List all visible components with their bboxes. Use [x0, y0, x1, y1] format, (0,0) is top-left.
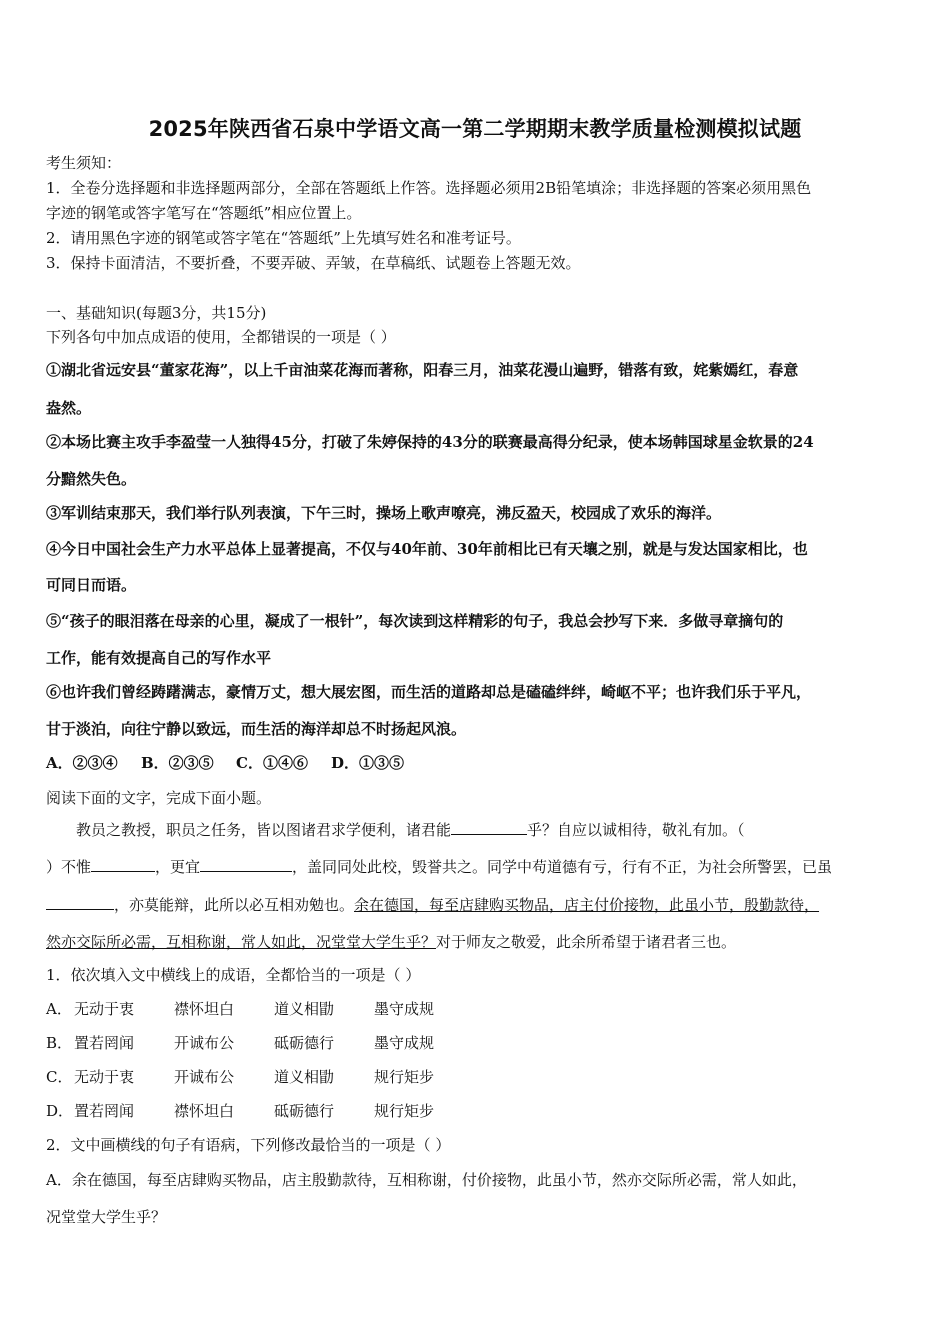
section-heading: 一、基础知识(每题3分，共15分) [46, 304, 267, 322]
passage-line [46, 932, 736, 952]
option-b[interactable]: B．②③⑤ [141, 754, 214, 772]
option-c[interactable]: C．①④⑥ [236, 754, 308, 772]
q1-choice-c[interactable]: C． 无动于衷 开诚布公 道义相勖 规行矩步 [46, 1068, 435, 1086]
sentence-line: ①湖北省远安县“董家花海”，以上千亩油菜花海而著称，阳春三月，油菜花漫山遍野，错落有致，姹紫嫣红，春意 [46, 361, 799, 379]
q1-choice-a[interactable]: A． 无动于衷 襟怀坦白 道义相勖 墨守成规 [46, 1000, 435, 1018]
notice-item: 2．请用黑色字迹的钢笔或答字笔在“答题纸”上先填写姓名和准考证号。 [46, 229, 521, 247]
passage-text: ，亦莫能辩，此所以必互相劝勉也。 [114, 896, 355, 914]
notice-heading: 考生须知： [46, 154, 122, 172]
passage-text: ，盖同同处此校，毁誉共之。同学中苟道德有亏，行有不正，为社会所警罢，已虽 [292, 858, 833, 876]
underlined-sentence: 然亦交际所必需，互相称谢，常人如此，况堂堂大学生乎？ [46, 933, 437, 951]
q1-choice-d[interactable]: D．置若罔闻 襟怀坦白 砥砺德行 规行矩步 [46, 1102, 435, 1120]
sentence-line: 盎然。 [46, 399, 92, 417]
passage-line [76, 820, 745, 840]
passage-line [46, 857, 832, 877]
sentence-line: ③军训结束那天，我们举行队列表演，下午三时，操场上歌声嘹亮，沸反盈天，校园成了欢乐的海洋。 [46, 504, 722, 522]
notice-item: 字迹的钢笔或答字笔写在“答题纸”相应位置上。 [46, 204, 362, 222]
sentence-line: 工作，能有效提高自己的写作水平 [46, 649, 272, 667]
answer-options [46, 753, 426, 773]
passage-text: ）不惟 [46, 858, 92, 876]
sentence-line: ⑤“孩子的眼泪落在母亲的心里，凝成了一根针”，每次读到这样精彩的句子，我总会抄写下来．多做寻章摘句的 [46, 612, 784, 630]
page-title: 2025年陕西省石泉中学语文高一第二学期期末教学质量检测模拟试题 [148, 117, 802, 141]
q2-choice-a-cont: 况堂堂大学生乎？ [46, 1208, 167, 1226]
passage-line [46, 895, 819, 915]
fill-blank-1 [451, 820, 527, 835]
sentence-line: ④今日中国社会生产力水平总体上显著提高，不仅与40年前、30年前相比已有天壤之别，就是与发达国家相比，也 [46, 540, 808, 558]
sentence-line: 分黯然失色。 [46, 470, 137, 488]
passage-text: 对于师友之敬爱，此余所希望于诸君者三也。 [436, 933, 737, 951]
passage-text: 乎？自应以诚相待，敬礼有加。（ [527, 821, 745, 839]
fill-blank-3 [200, 857, 292, 872]
sentence-line: ②本场比赛主攻手李盈莹一人独得45分，打破了朱婷保持的43分的联赛最高得分纪录，使本场韩国球星金软景的24 [46, 433, 814, 451]
sentence-line: 甘于淡泊，向往宁静以致远，而生活的海洋却总不时扬起风浪。 [46, 720, 467, 738]
sentence-line: ⑥也许我们曾经踌躇满志，豪情万丈，想大展宏图，而生活的道路却总是磕磕绊绊，崎岖不平；也许我们乐于平凡， [46, 683, 812, 701]
question-stem: 下列各句中加点成语的使用，全都错误的一项是（ ） [46, 328, 396, 346]
q2-choice-a[interactable]: A．余在德国，每至店肆购买物品，店主殷勤款待，互相称谢，付价接物，此虽小节，然亦交际所必需，常人如此， [46, 1171, 807, 1189]
question-1-stem: 1．依次填入文中横线上的成语，全都恰当的一项是（ ） [46, 966, 421, 984]
notice-item: 3．保持卡面清洁，不要折叠，不要弄破、弄皱，在草稿纸、试题卷上答题无效。 [46, 254, 581, 272]
passage-text: ，更宜 [155, 858, 201, 876]
option-d[interactable]: D．①③⑤ [331, 754, 405, 772]
passage-text: 教员之教授，职员之任务，皆以图诸君求学便利，诸君能 [76, 821, 452, 839]
q1-choice-b[interactable]: B． 置若罔闻 开诚布公 砥砺德行 墨守成规 [46, 1034, 435, 1052]
question-2-stem: 2．文中画横线的句子有语病，下列修改最恰当的一项是（ ） [46, 1136, 451, 1154]
notice-item: 1．全卷分选择题和非选择题两部分，全部在答题纸上作答。选择题必须用2B铅笔填涂；非选择题的答案必须用黑色 [46, 179, 812, 197]
option-a[interactable]: A．②③④ [46, 754, 118, 772]
reading-intro: 阅读下面的文字，完成下面小题。 [46, 789, 272, 807]
sentence-line: 可同日而语。 [46, 576, 137, 594]
underlined-sentence: 余在德国，每至店肆购买物品，店主付价接物，此虽小节，殷勤款待， [354, 896, 820, 914]
fill-blank-4 [46, 895, 114, 910]
fill-blank-2 [91, 857, 155, 872]
